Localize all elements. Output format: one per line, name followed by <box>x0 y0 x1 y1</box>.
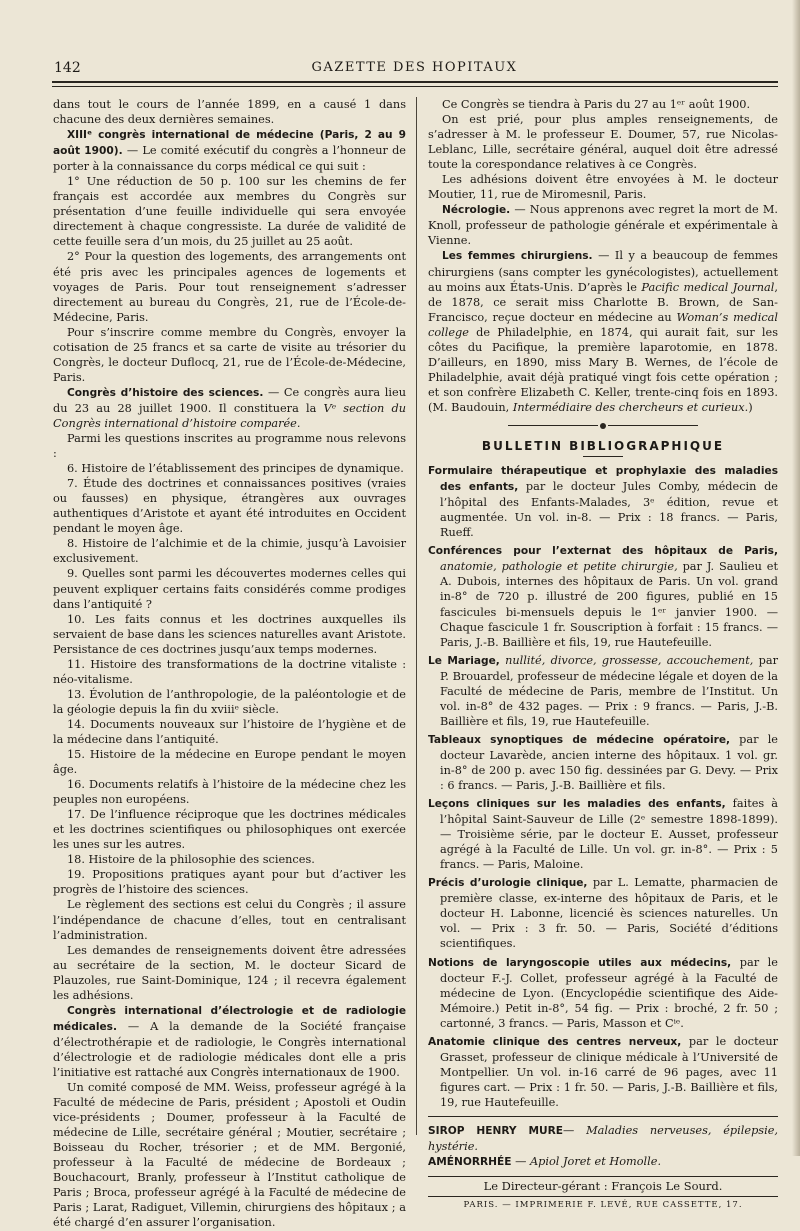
list-item: 13. Évolution de l’anthropologie, de la paléontologie et de la géologie depuis la fin du xviiiᵉ siècle. <box>53 687 406 716</box>
bib-text: par le docteur Jules Comby, médecin de l’hôpital des Enfants-Malades, 3ᵉ édition, revue et augmentée. Un vol. in-8. — Prix : 18 francs. — Paris, Rueff. <box>440 480 778 540</box>
ad-sirop <box>428 1123 778 1154</box>
list-item: 8. Histoire de l’alchimie et de la chimie, jusqu’à Lavoisier exclusivement. <box>53 537 406 566</box>
ad-title: SIROP HENRY MURE <box>428 1125 564 1137</box>
ad-text: — Maladies nerveuses, épilepsie, hystérie. <box>428 1124 778 1154</box>
journal-title: GAZETTE DES HOPITAUX <box>311 60 518 75</box>
ornament-divider <box>428 418 778 433</box>
ad-title: AMÉNORRHÉE <box>428 1156 512 1169</box>
page-number: 142 <box>54 60 81 76</box>
bib-title: Tableaux synoptiques de médecine opératoire, <box>428 733 731 746</box>
bib-title: Conférences pour l’externat des hôpitaux de Paris, <box>428 545 778 558</box>
list-item: 11. Histoire des transformations de la doctrine vitaliste : néo-vitalisme. <box>53 657 406 686</box>
article-title: Nécrologie. <box>442 204 511 217</box>
article-women-surgeons <box>428 248 778 415</box>
article-italic: Pacific medical Journal <box>641 280 775 294</box>
bib-title: Anatomie clinique des centres nerveux, <box>428 1035 682 1048</box>
bib-entry <box>428 955 778 1031</box>
left-column <box>53 97 406 1231</box>
right-column <box>428 97 778 1213</box>
bib-title: Le Mariage, <box>428 654 500 667</box>
article-text: — Ce congrès aura lieu du 23 au 28 juillet 1900. Il constituera la <box>53 385 406 415</box>
article-text: — Le comité exécutif du congrès a l’honneur de porter à la connaissance du corps médical ce qui suit : <box>53 144 406 174</box>
list-item: 10. Les faits connus et les doctrines auxquelles ils servaient de base dans les sciences naturelles avant Aristote. Persistance de ces doctrines jusqu’aux temps modernes. <box>53 612 406 656</box>
short-rule <box>583 456 623 457</box>
article-title: Les femmes chirurgiens. <box>442 250 593 263</box>
bib-entry <box>428 653 778 729</box>
article-history-sciences <box>53 385 406 431</box>
ad-text: — Apiol Joret et Homolle. <box>511 1155 662 1169</box>
article-italic: Intermédiaire des chercheurs et curieux. <box>512 400 749 414</box>
imprint-rule <box>428 1196 778 1197</box>
header-rule-thin <box>52 86 778 87</box>
paragraph: 1° Une réduction de 50 p. 100 sur les chemins de fer français est accordée aux membres du Congrès sur présentation d’une feuille individuelle qui sera envoyée directement à chaque congressiste. La durée de validité de cette feuille sera d’un mois, du 25 juillet au 25 août. <box>53 175 406 249</box>
bib-text: par P. Brouardel, professeur de médecine légale et doyen de la Faculté de médecine de Paris, membre de l’Institut. Un vol. in-8° de 432 pages. — Prix : 9 francs. — Paris, J.-B. Baillière et fils, 19, rue Hautefeuille. <box>440 653 778 728</box>
list-item: 7. Étude des doctrines et connaissances positives (vraies ou fausses) en physique, étrangères aux ouvrages authentiques d’Aristote et ayant été introduites en Occident pendant le moyen âge. <box>53 477 406 536</box>
ad-rule <box>428 1176 778 1177</box>
paragraph: On est prié, pour plus amples renseignements, de s’adresser à M. le professeur E. Doumer, 57, rue Nicolas-Leblanc, Lille, secrétaire général, auquel doit être adressé toute la corespondance relatives à ce Congrès. <box>428 113 778 172</box>
paragraph: Parmi les questions inscrites au programme nous relevons : <box>53 432 406 461</box>
article-congress-13 <box>53 127 406 174</box>
bib-title: Précis d’urologie clinique, <box>428 877 588 890</box>
page-edge <box>792 0 800 1156</box>
list-item: 6. Histoire de l’établissement des principes de dynamique. <box>67 462 404 476</box>
bib-italic: anatomie, pathologie et petite chirurgie, <box>440 560 678 574</box>
article-electrology <box>53 1003 406 1080</box>
paragraph: dans tout le cours de l’année 1899, en a causé 1 dans chacune des deux dernières semaines. <box>53 98 406 127</box>
article-necrology <box>428 202 778 248</box>
bib-text: par le docteur Grasset, professeur de clinique médicale à l’Université de Montpellier. Un vol. in-16 carré de 96 pages, avec 11 figures cart. — Prix : 1 fr. 50. — Paris, J.-B. Baillière et fils, 19, rue Hautefeuille. <box>440 1034 779 1109</box>
bib-entry <box>428 875 778 951</box>
article-text: ) <box>748 400 753 414</box>
list-item: 17. De l’influence réciproque que les doctrines médicales et les doctrines scientifiques ou philosophiques ont exercée les unes sur les autres. <box>53 808 406 852</box>
bib-entry <box>428 732 778 793</box>
bib-text: par L. Lematte, pharmacien de première classe, ex-interne des hôpitaux de Paris, et le docteur H. Labonne, licencié ès sciences naturelles. Un vol. — Prix : 3 fr. 50. — Paris, Société d’éditions scientifiques. <box>440 876 778 951</box>
article-text: — Il y a beaucoup de femmes chirurgiens (sans compter les gynécologistes), actuellement au moins aux États-Unis. D’après le <box>428 249 778 294</box>
imprint-line: PARIS. — IMPRIMERIE F. LEVÉ, RUE CASSETTE, 17. <box>463 1200 743 1211</box>
bib-title: Formulaire thérapeutique et prophylaxie des maladies des enfants, <box>428 465 778 494</box>
list-item: 19. Propositions pratiques ayant pour but d’activer les progrès de l’histoire des sciences. <box>53 868 406 897</box>
ad-amenorrhee <box>428 1154 778 1170</box>
director-line: Le Directeur-gérant : François Le Sourd. <box>483 1179 723 1194</box>
bib-entry <box>428 463 778 540</box>
article-title: Congrès d’histoire des sciences. <box>67 386 264 399</box>
bib-title: Leçons cliniques sur les maladies des enfants, <box>428 798 726 811</box>
paragraph: Un comité composé de MM. Weiss, professeur agrégé à la Faculté de médecine de Paris, président ; Apostoli et Oudin vice-présidents ; Doumer, professeur à la Faculté de médecine de Lille, secrétaire général ; Moutier, secrétaire ; Boisseau du Rocher, trésorier ; et de MM. Bergonié, professeur à la Faculté de médecine de Bordeaux ; Bouchacourt, Branly, professeur à l’Institut catholique de Paris ; Broca, professeur agrégé à la Faculté de médecine de Paris ; Larat, Radiguet, Villemin, chirurgiens des hôpitaux ; a été chargé d’en assurer l’organisation. <box>53 1081 406 1230</box>
paragraph: Ce Congrès se tiendra à Paris du 27 au 1ᵉʳ août 1900. <box>442 98 751 111</box>
article-italic: Vᵉ section du Congrès international d’histoire comparée. <box>53 401 406 430</box>
bib-entry <box>428 1034 778 1110</box>
bib-text: par J. Saulieu et A. Dubois, internes des hôpitaux de Paris. Un vol. grand in-8° de 720 p. illustré de 200 figures, publié en 15 fascicules bi-mensuels depuis le 1ᵉʳ janvier 1900. — Chaque fascicule 1 fr. Souscription à forfait : 15 francs. — Paris, J.-B. Baillière et fils, 19, rue Hautefeuille. <box>440 560 778 649</box>
list-item: 15. Histoire de la médecine en Europe pendant le moyen âge. <box>53 748 406 777</box>
article-italic: Woman’s medical college <box>428 310 779 339</box>
bulletin-title: BULLETIN BIBLIOGRAPHIQUE <box>481 439 725 454</box>
bib-title: Notions de laryngoscopie utiles aux médecins, <box>428 956 732 969</box>
bib-text: par le docteur F.-J. Collet, professeur agrégé à la Faculté de médecine de Lyon. (Encyclopédie scientifique des Aide-Mémoire.) Petit in-8°, 54 fig. — Prix : broché, 2 fr. 50 ; cartonné, 3 francs. — Paris, Masson et Cⁱᵉ. <box>440 955 778 1030</box>
paragraph: Les adhésions doivent être envoyées à M. le docteur Moutier, 11, rue de Miromesnil, Paris. <box>428 173 778 202</box>
bib-text: par le docteur Lavarède, ancien interne des hôpitaux. 1 vol. gr. in-8° de 200 p. avec 150 fig. dessinées par G. Devy. — Prix : 6 francs. — Paris, J.-B. Baillière et fils. <box>440 732 778 793</box>
article-title: XIIIᵉ congrès international de médecine (Paris, 2 au 9 août 1900). <box>53 129 406 158</box>
paragraph: 2° Pour la question des logements, des arrangements ont été pris avec les principales agences de logements et voyages de Paris. Pour tout renseignement s’adresser directement au bureau du Congrès, 21, rue de l’École-de-Médecine, Paris. <box>53 250 406 324</box>
bib-entry <box>428 543 778 649</box>
article-text: — Nous apprenons avec regret la mort de M. Knoll, professeur de pathologie générale et expérimentale à Vienne. <box>428 203 778 248</box>
header-rule <box>52 81 778 83</box>
paragraph: Le règlement des sections est celui du Congrès ; il assure l’indépendance de chacune d’elles, tout en centralisant l’administration. <box>53 898 406 942</box>
column-divider <box>416 97 417 1135</box>
paragraph: Pour s’inscrire comme membre du Congrès, envoyer la cotisation de 25 francs et sa carte de visite au trésorier du Congrès, le docteur Duflocq, 21, rue de l’École-de-Médecine, Paris. <box>53 325 406 384</box>
article-text: de Philadelphie, en 1874, qui aurait fait, sur les côtes du Pacifique, la première laparotomie, en 1878. D’ailleurs, en 1890, miss Mary B. Wernes, de l’école de Philadelphie, avait déjà pratiqué vingt fois cette opération ; et son confrère Elizabeth C. Keller, trente-cinq fois en 1893. (M. Baudouin, <box>428 325 778 414</box>
list-item: 18. Histoire de la philosophie des sciences. <box>67 853 315 867</box>
list-item: 14. Documents nouveaux sur l’histoire de l’hygiène et de la médecine dans l’antiquité. <box>53 717 406 746</box>
bib-italic: nullité, divorce, grossesse, accouchement, <box>499 653 754 667</box>
article-title: Congrès international d’électrologie et de radiologie médicales. <box>53 1004 406 1033</box>
page-header <box>52 58 777 80</box>
article-text: , de 1878, ce serait miss Charlotte B. Brown, de San-Francisco, reçue docteur en médecine au <box>428 280 778 324</box>
bib-entry <box>428 796 778 872</box>
article-text: — A la demande de la Société française d’électrothérapie et de radiologie, le Congrès international d’électrologie et de radiologie médicales dont elle a pris l’initiative est rattaché aux Congrès internationaux de 1900. <box>53 1019 406 1079</box>
list-item: 9. Quelles sont parmi les découvertes modernes celles qui peuvent expliquer certains faits considérés comme prodiges dans l’antiquité ? <box>53 567 406 611</box>
bib-text: faites à l’hôpital Saint-Sauveur de Lille (2ᵉ semestre 1898-1899). — Troisième série, par le docteur E. Ausset, professeur agrégé à la Faculté de Lille. Un vol. gr. in-8°. — Prix : 5 francs. — Paris, Maloine. <box>440 797 778 872</box>
list-item: 16. Documents relatifs à l’histoire de la médecine chez les peuples non européens. <box>53 778 406 807</box>
paragraph: Les demandes de renseignements doivent être adressées au secrétaire de la section, M. le docteur Sicard de Plauzoles, rue Saint-Dominique, 124 ; il recevra également les adhésions. <box>53 943 406 1002</box>
ad-rule <box>428 1116 778 1117</box>
